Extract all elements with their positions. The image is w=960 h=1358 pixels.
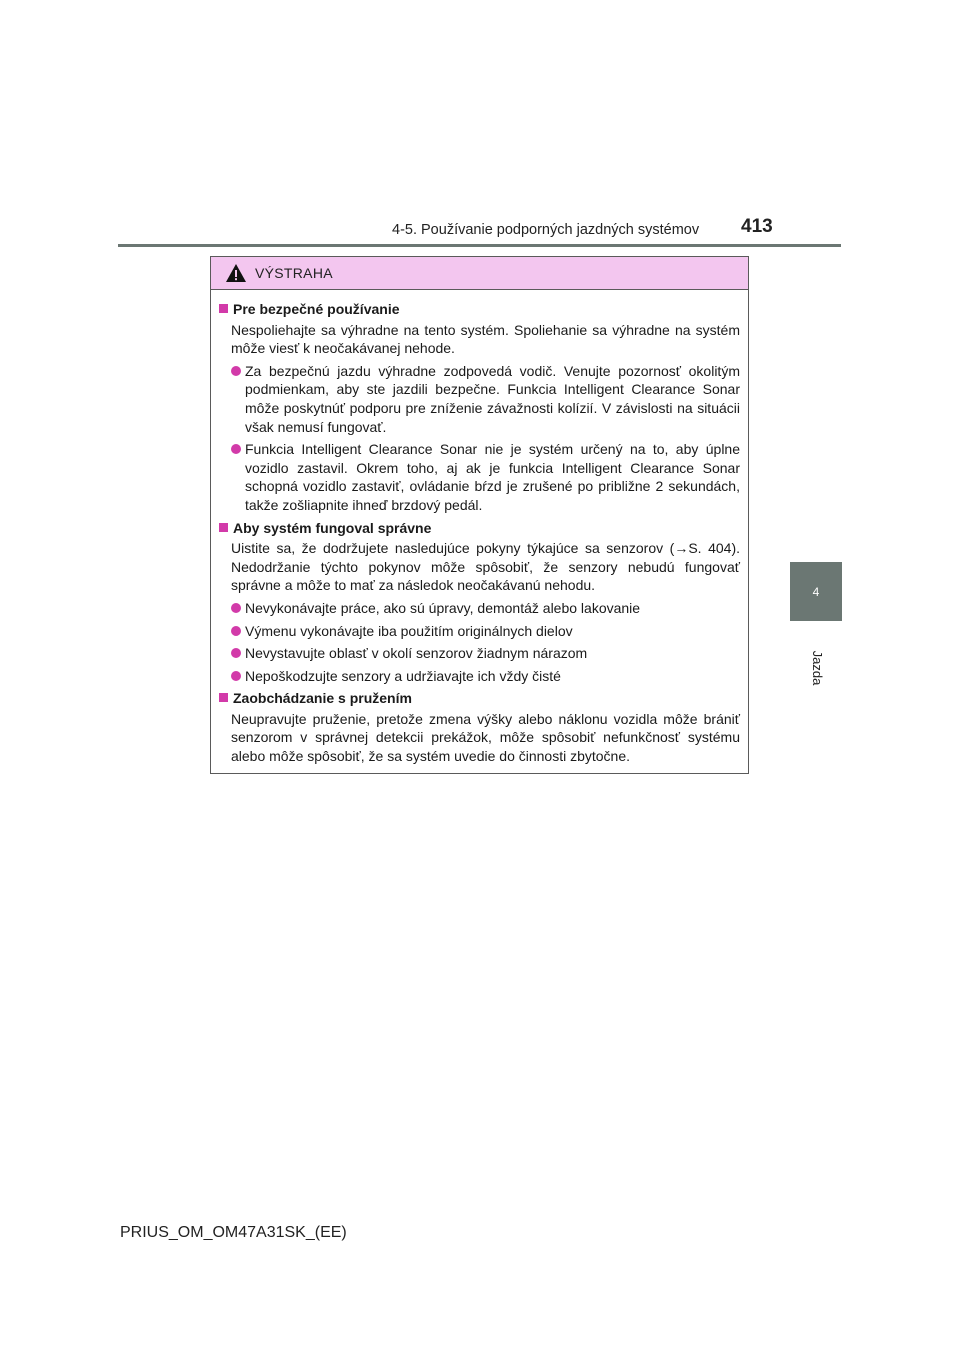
section-paragraph: Nespoliehajte sa výhradne na tento systém. Spoliehanie sa výhradne na systém môže viesť k neočakávanej nehode.: [231, 321, 740, 357]
list-item: [219, 440, 740, 514]
section-heading: [219, 300, 740, 319]
section-paragraph: Uistite sa, že dodržujete nasledujúce pokyny týkajúce sa senzorov (→S. 404). Nedodržanie týchto pokynov môže spôsobiť, že senzory nebudú fungovať správne a môže to mať za následok neočakávanú nehodu.: [231, 540, 740, 594]
list-item: [219, 622, 740, 641]
square-bullet-icon: [219, 693, 228, 702]
warning-title: VÝSTRAHA: [255, 265, 333, 281]
warning-header: [211, 257, 748, 290]
round-bullet-icon: [231, 366, 241, 376]
document-code: PRIUS_OM_OM47A31SK_(EE): [120, 1224, 347, 1241]
section-paragraph: Neupravujte pruženie, pretože zmena výšky alebo náklonu vozidla môže brániť senzorom v správnej detekcii prekážok, môže spôsobiť nefunkčnosť systému alebo môže spôsobiť, že sa systém uvedie do činnosti zbytočne.: [231, 710, 740, 765]
list-item: [219, 644, 740, 663]
list-item-text: Nepoškodzujte senzory a udržiavajte ich vždy čisté: [245, 667, 561, 684]
warning-body: [211, 290, 748, 766]
chapter-number: 4: [812, 584, 820, 599]
header-divider: [118, 244, 841, 247]
section-heading-text: Aby systém fungoval správne: [233, 519, 432, 536]
warning-box: [210, 256, 749, 774]
section-title: 4-5. Používanie podporných jazdných systémov: [392, 222, 700, 238]
section-heading-text: Pre bezpečné používanie: [233, 301, 400, 317]
round-bullet-icon: [231, 626, 241, 636]
round-bullet-icon: [231, 603, 241, 613]
section-heading: [219, 689, 740, 708]
list-item-text: Výmenu vykonávajte iba použitím originálnych dielov: [245, 622, 573, 639]
chapter-label: Jazda: [810, 650, 825, 686]
square-bullet-icon: [219, 304, 228, 313]
list-item: [219, 667, 740, 686]
chapter-tab: [790, 562, 842, 621]
section-heading: [219, 519, 740, 538]
round-bullet-icon: [231, 444, 241, 454]
square-bullet-icon: [219, 523, 228, 532]
list-item-text: Za bezpečnú jazdu výhradne zodpovedá vodič. Venujte pozornosť okolitým podmienkam, aby ste jazdili bezpečne. Funkcia Intelligent Clearance Sonar môže poskytnúť podporu pre zníženie závažnosti kolízií. V závislosti na situácii však nemusí fungovať.: [245, 362, 740, 435]
list-item-text: Nevykonávajte práce, ako sú úpravy, demontáž alebo lakovanie: [245, 599, 641, 616]
round-bullet-icon: [231, 671, 241, 681]
list-item: [219, 599, 740, 618]
warning-triangle-icon: [225, 263, 247, 283]
warning-section: [219, 519, 740, 686]
warning-section: [219, 689, 740, 765]
round-bullet-icon: [231, 648, 241, 658]
page-number: 413: [741, 216, 773, 237]
list-item-text: Funkcia Intelligent Clearance Sonar nie je systém určený na to, aby úplne vozidlo zastavil. Okrem toho, aj ak je funkcia Intelligent Clearance Sonar schopná vozidlo zastaviť, ovládanie bŕzd je zrušené po približne 2 sekundách, takže zošliapnite ihneď brzdový pedál.: [245, 441, 740, 513]
section-heading-text: Zaobchádzanie s pružením: [233, 690, 412, 707]
list-item: [219, 362, 740, 436]
warning-section: [219, 300, 740, 515]
list-item-text: Nevystavujte oblasť v okolí senzorov žiadnym nárazom: [245, 645, 588, 662]
